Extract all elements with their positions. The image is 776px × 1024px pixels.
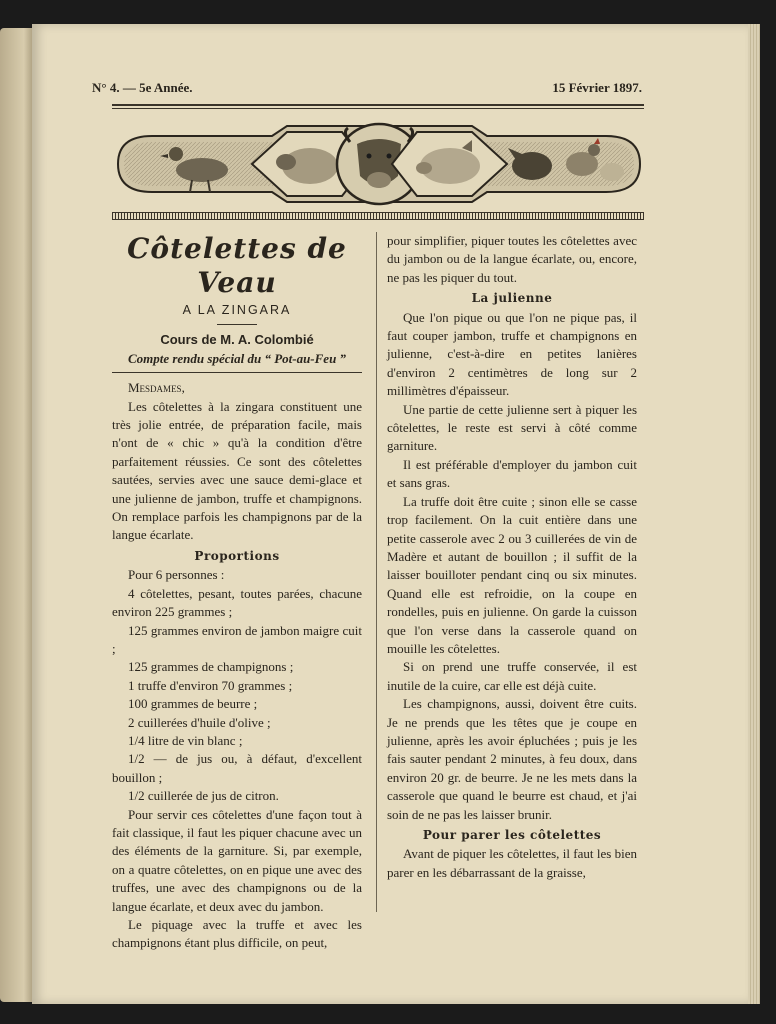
proportion-item: 1/2 cuillerée de jus de citron. — [128, 788, 279, 804]
piquage-paragraph: Le piquage avec la truffe et avec les champignons étant plus difficile, on peut, — [112, 917, 362, 951]
credit-rule — [112, 372, 362, 373]
header-rule — [112, 104, 644, 109]
report-credit: Compte rendu spécial du “ Pot-au-Feu ” — [127, 350, 347, 366]
salutation: Mesdames, — [128, 380, 185, 396]
julienne-heading: La julienne — [471, 291, 553, 306]
proportion-item: 4 côtelettes, pesant, toutes parées, chacune environ 225 grammes ; — [112, 585, 362, 620]
julienne-paragraph: Il est préférable d'employer du jambon cuit et sans gras. — [387, 456, 637, 491]
proportion-item: Pour 6 personnes : — [128, 567, 225, 583]
title-rule — [217, 324, 257, 325]
julienne-paragraph: Si on prend une truffe conservée, il est inutile de la cuire, car elle est déjà cuite. — [387, 659, 637, 693]
julienne-paragraph: Une partie de cette julienne sert à piquer les côtelettes, le reste est servi à côté comme garniture. — [387, 401, 637, 454]
page-stack-edge — [748, 24, 760, 1004]
proportions-heading: Proportions — [194, 548, 280, 563]
proportion-item: 1/2 — de jus ou, à défaut, d'excellent bouillon ; — [112, 751, 362, 785]
article-subtitle: A LA ZINGARA — [182, 303, 292, 317]
parer-heading: Pour parer les côtelettes — [422, 828, 602, 842]
proportion-item: 2 cuillerées d'huile d'olive ; — [128, 714, 271, 730]
intro-paragraph: Les côtelettes à la zingara constituent une très jolie entrée, de préparation facile, mais n'ont de « chic » qu'à la condition d'être parfaitement réussies. Ce sont des côtelettes sautées, servies avec une sauce demi-glace et une julienne de jambon, truffe et champignons. On remplace parfois les champignons par de la langue écarlate. — [112, 398, 362, 543]
piquage-paragraph-continued: pour simplifier, piquer toutes les côtelettes avec du jambon ou de la langue écarlate, ou, encore, ne pas les piquer du tout. — [387, 233, 637, 285]
proportion-item: 1/4 litre de vin blanc ; — [128, 732, 243, 748]
issue-date: 15 Février 1897. — [552, 80, 642, 95]
julienne-paragraph: Que l'on pique ou que l'on ne pique pas, il faut couper jambon, truffe et champignons en julienne, c'est-à-dire en petites lanières d'environ 2 centimètres de long sur 2 millimètres d'épaisseur. — [387, 309, 637, 399]
proportion-item: 125 grammes environ de jambon maigre cuit ; — [112, 622, 362, 656]
column-left — [112, 232, 362, 953]
column-right — [387, 232, 637, 882]
banner-rule — [112, 212, 644, 220]
proportions-list — [112, 566, 362, 805]
proportion-item: 125 grammes de champignons ; — [128, 659, 294, 675]
proportion-item: 100 grammes de beurre ; — [128, 696, 258, 712]
article-title: Côtelettes de Veau — [127, 232, 347, 299]
garnish-paragraph: Pour servir ces côtelettes d'une façon tout à fait classique, il faut les piquer chacune avec un des éléments de la garniture. Si, par exemple, on a quatre côtelettes, on en pique une avec des truffes, une avec des champignons ou de la langue écarlate, et deux avec du jambon. — [112, 806, 362, 914]
julienne-paragraph: Les champignons, aussi, doivent être cuits. Je ne prends que les têtes que je coupe en julienne, après les avoir épluchées ; puis je les fais sauter pendant 2 minutes, à feu doux, dans environ 20 gr. de beurre. Je ne les mets dans la casserole que quand le beurre est chaud, et j'ai soin de ne pas les laisser brunir. — [387, 696, 637, 822]
course-credit: Cours de M. A. Colombié — [160, 332, 314, 348]
parer-paragraph: Avant de piquer les côtelettes, il faut les bien parer en les débarrassant de la graisse, — [387, 846, 637, 880]
decorative-banner — [112, 118, 646, 210]
facing-page-edge — [0, 28, 34, 1002]
proportion-item: 1 truffe d'environ 70 grammes ; — [128, 677, 293, 693]
julienne-paragraph: La truffe doit être cuite ; sinon elle se casse trop facilement. On la cuit entière dans une petite casserole avec 2 ou 3 cuillerées de vin de Madère et autant de bouillon ; il suffit de la laisser bouilloter pendant cinq ou six minutes. Quand elle est refroidie, on la coupe en rondelles, puis en julienne. On garde la cuisson que l'on verse dans la casserole quand on mouille les côtelettes. — [387, 493, 637, 656]
column-divider — [376, 232, 377, 912]
issue-number: N° 4. — 5e Année. — [92, 80, 193, 95]
